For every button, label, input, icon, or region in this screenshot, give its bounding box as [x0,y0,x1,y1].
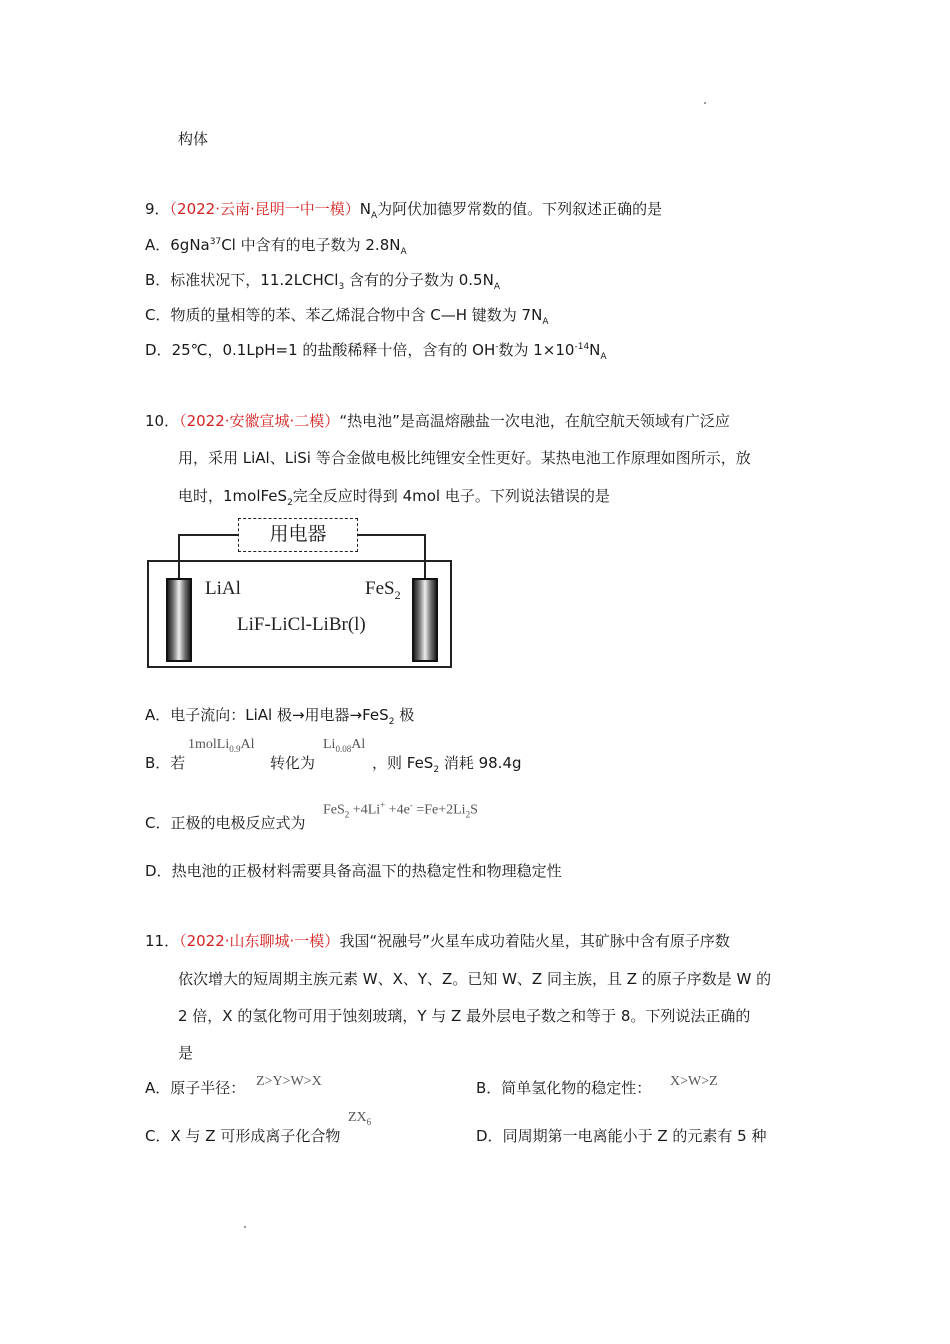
formula-cathode-reaction: $FeS_2 +4Li^+ +4e^- =Fe+2Li_2S$ [323,800,478,820]
formula-lial-end: $Li_{0.08}Al$ [323,737,366,754]
wire-right-down [424,534,426,580]
question-10-stem [145,410,730,431]
question-source: （2022·云南·昆明一中一模） [169,200,360,218]
option-b-end: ，则 FeS$_2$ 消耗 98.4g [372,754,522,775]
option-c: C．X 与 Z 可形成离子化合物 [145,1127,341,1145]
question-text: 为阿伏加德罗常数的值。下列叙述正确的是 [377,200,663,218]
option-d: D．同周期第一电离能小于 Z 的元素有 5 种 [476,1127,767,1145]
option-c: C．正极的电极反应式为 [145,814,306,832]
option-b-mid: 转化为 [270,754,316,772]
question-11-line-2: 依次增大的短周期主族元素 W、X、Y、Z。已知 W、Z 同主族，且 Z 的原子序数是 W 的 [178,970,772,988]
fes2-label: FeS$_2$ [365,578,401,602]
formula-lial-start: 1molLi$_{0.9}$Al [188,737,255,754]
na-symbol: N [359,200,371,218]
option-a: A．6gNa$^{37}$Cl 中含有的电子数为 $2.8N_A$ [145,236,407,257]
option-d: D．25℃，0.1LpH=1 的盐酸稀释十倍，含有的 OH-数为 $1\times 10^{-14}N_A$ [145,341,607,362]
continuation-text: 构体 [178,130,209,148]
lial-electrode [166,578,192,662]
question-11-stem [145,930,730,951]
wire-right-top [358,534,426,536]
option-b: B．标准状况下，11.2LCHCl$_3$ 含有的分子数为 $0.5N_A$ [145,271,500,292]
question-text: “热电池”是高温熔融盐一次电池，在航空航天领域有广泛应 [339,412,730,430]
page-dot [244,1226,246,1228]
option-b: B．简单氢化物的稳定性： [476,1079,652,1097]
page-dot [704,102,706,104]
option-a: A．电子流向：LiAl 极→用电器→FeS$_2$ 极 [145,706,415,727]
question-9-stem: 9．（2022·云南·昆明一中一模）$N_A$为阿伏加德罗常数的值。下列叙述正确的是 [145,200,663,221]
formula-stability-order: X>W>Z [670,1074,718,1089]
formula-zx6: $ZX_6$ [348,1110,372,1127]
question-source: （2022·安徽宣城·二模） [179,412,340,430]
battery-diagram [147,518,455,670]
electrolyte-label: LiF-LiCl-LiBr(l) [237,614,366,635]
option-c: C．物质的量相等的苯、苯乙烯混合物中含 C—H 键数为 $7N_A$ [145,306,549,327]
load-device: 用电器 [238,518,358,552]
wire-left-top [178,534,238,536]
question-text: 我国“祝融号”火星车成功着陆火星，其矿脉中含有原子序数 [339,932,730,950]
question-11-line-4: 是 [178,1044,194,1062]
question-number: 9． [145,200,170,218]
question-10-line-2: 用，采用 LiAl、LiSi 等合金做电极比纯锂安全性更好。某热电池工作原理如图所示，放 [178,449,751,467]
question-source: （2022·山东聊城·一模） [179,932,340,950]
question-11-line-3: 2 倍，X 的氢化物可用于蚀刻玻璃，Y 与 Z 最外层电子数之和等于 8。下列说法正确的 [178,1007,751,1025]
question-10-line-3: 电时，1molFeS$_2$完全反应时得到 4mol 电子。下列说法错误的是 [178,487,610,508]
option-d: D．热电池的正极材料需要具备高温下的热稳定性和物理稳定性 [145,862,562,880]
option-b: B．若 [145,754,186,772]
fes2-electrode [412,578,438,662]
option-a: A．原子半径： [145,1079,246,1097]
formula-radius-order: Z>Y>W>X [256,1074,322,1089]
question-number: 10． [145,412,180,430]
lial-label: LiAl [205,578,241,599]
wire-left-down [178,534,180,580]
question-number: 11． [145,932,180,950]
